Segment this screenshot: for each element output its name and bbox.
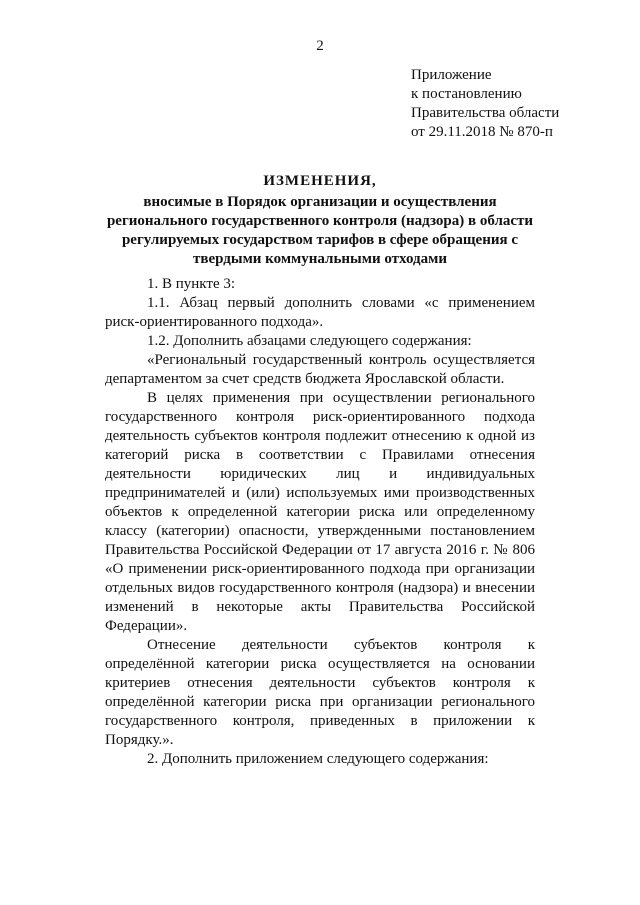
paragraph: 1.2. Дополнить абзацами следующего содержания: xyxy=(147,333,472,349)
appendix-line: Приложение xyxy=(411,67,492,83)
document-body xyxy=(105,275,535,769)
appendix-line: Правительства области xyxy=(411,105,560,121)
paragraph: В целях применения при осуществлении регионального государственного контроля риск-ориентированного подхода деятельность субъектов контроля подлежит отнесению к одной из категорий риска в соответствии с Правилами отнесения деятельности юридических лиц и индивидуальных предпринимателей и (или) используемых ими производственных объектов к определенной категории риска или определенному классу (категории) опасности, утвержденными постановлением Правительства Российской Федерации от 17 августа 2016 г. № 806 «О применении риск-ориентированного подхода при организации отдельных видов государственного контроля (надзора) и внесении изменений в некоторые акты Правительства Российской Федерации». xyxy=(105,390,535,634)
page-number: 2 xyxy=(316,38,324,54)
appendix-date-line: от 29.11.2018 № 870-п xyxy=(411,124,553,140)
paragraph: Отнесение деятельности субъектов контроля к определённой категории риска осуществляется на основании критериев отнесения деятельности субъектов контроля к определённой категории риска при организации регионального государственного контроля, приведенных в приложении к Порядку.». xyxy=(105,637,535,748)
appendix-block xyxy=(411,66,559,142)
title-subtitle: вносимые в Порядок организации и осуществления регионального государственного контроля (надзора) в области регулируемых государством тарифов в сфере обращения с твердыми коммунальными отходами xyxy=(106,194,534,267)
paragraph: 2. Дополнить приложением следующего содержания: xyxy=(147,751,489,767)
document-title xyxy=(100,172,540,269)
title-heading: ИЗМЕНЕНИЯ, xyxy=(263,173,377,189)
paragraph: «Региональный государственный контроль осуществляется департаментом за счет средств бюджета Ярославской области. xyxy=(105,352,535,387)
paragraph: 1.1. Абзац первый дополнить словами «с применением риск-ориентированного подхода». xyxy=(105,295,535,330)
paragraph: 1. В пункте 3: xyxy=(147,276,236,292)
appendix-line: к постановлению xyxy=(411,86,522,102)
